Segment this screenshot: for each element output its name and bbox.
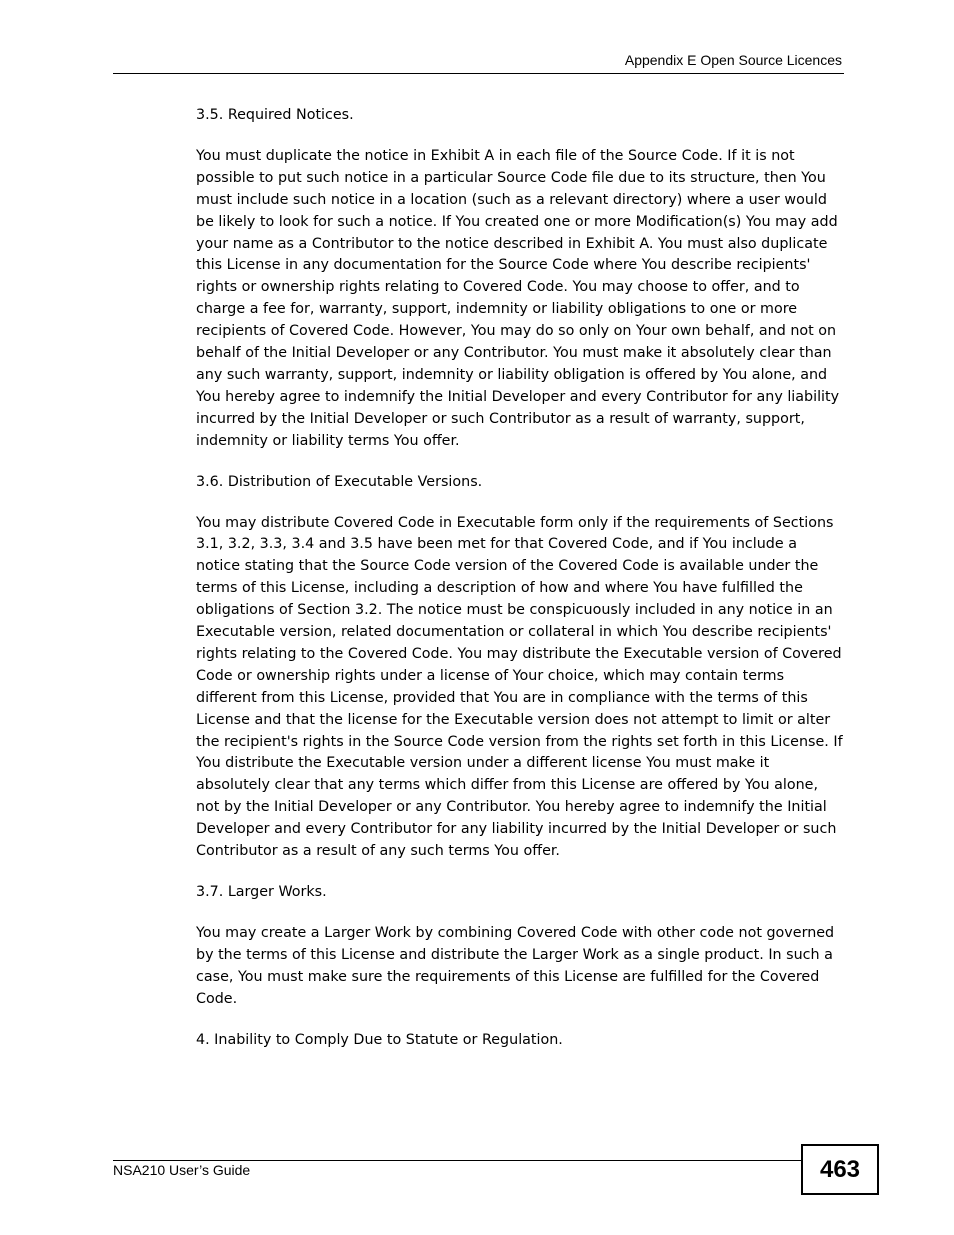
section-3-7-paragraph: You may create a Larger Work by combining Covered Code with other code not governed by the terms of this License and distribute the Larger Work as a single product. In such a case, You must make sure the requirements of this License are fulfilled for the Covered Code. bbox=[196, 924, 835, 1007]
section-3-7-heading: 3.7. Larger Works. bbox=[196, 884, 327, 900]
section-3-5-paragraph: You must duplicate the notice in Exhibit A in each file of the Source Code. If it is not possible to put such notice in a particular Source Code file due to its structure, then You must include such notice in a location (such as a relevant directory) where a user would be likely to look for such a notice. If You created one or more Modification(s) You may add your name as a Contributor to the notice described in Exhibit A. You must also duplicate this License in any documentation for the Source Code where You describe recipients' rights or ownership rights relating to Covered Code. You may choose to offer, and to charge a fee for, warranty, support, indemnity or liability obligations to one or more recipients of Covered Code. However, You may do so only on Your own behalf, and not on behalf of the Initial Developer or any Contributor. You must make it absolutely clear than any such warranty, support, indemnity or liability obligation is offered by You alone, and You hereby agree to indemnify the Initial Developer and every Contributor for any liability incurred by the Initial Developer or such Contributor as a result of warranty, support, indemnity or liability terms You offer. bbox=[196, 147, 840, 449]
section-3-5-heading: 3.5. Required Notices. bbox=[196, 107, 354, 123]
page-number: 463 bbox=[801, 1144, 879, 1195]
section-3-6-heading: 3.6. Distribution of Executable Versions. bbox=[196, 473, 483, 490]
running-header: Appendix E Open Source Licences bbox=[624, 52, 842, 68]
page-body bbox=[196, 105, 844, 1070]
section-4-heading: 4. Inability to Comply Due to Statute or Regulation. bbox=[196, 1031, 563, 1048]
footer-divider bbox=[113, 1160, 801, 1161]
guide-title: NSA210 User’s Guide bbox=[113, 1162, 251, 1178]
section-3-6-paragraph: You may distribute Covered Code in Executable form only if the requirements of Sections 3.1, 3.2, 3.3, 3.4 and 3.5 have been met for that Covered Code, and if You include a notice stating that the Source Code version of the Covered Code is available under the terms of this License, including a description of how and where You have fulfilled the obligations of Section 3.2. The notice must be conspicuously included in any notice in an Executable version, related documentation or collateral in which You describe recipients' rights relating to the Covered Code. You may distribute the Executable version of Covered Code or ownership rights under a license of Your choice, which may contain terms different from this License, provided that You are in compliance with the terms of this License and that the license for the Executable version does not attempt to limit or alter the recipient's rights in the Source Code version from the rights set forth in this License. If You distribute the Executable version under a different license You must make it absolutely clear that any terms which differ from this License are offered by You alone, not by the Initial Developer or any Contributor. You hereby agree to indemnify the Initial Developer and every Contributor for any liability incurred by the Initial Developer or such Contributor as a result of any such terms You offer. bbox=[196, 514, 843, 860]
header-divider bbox=[113, 73, 844, 74]
